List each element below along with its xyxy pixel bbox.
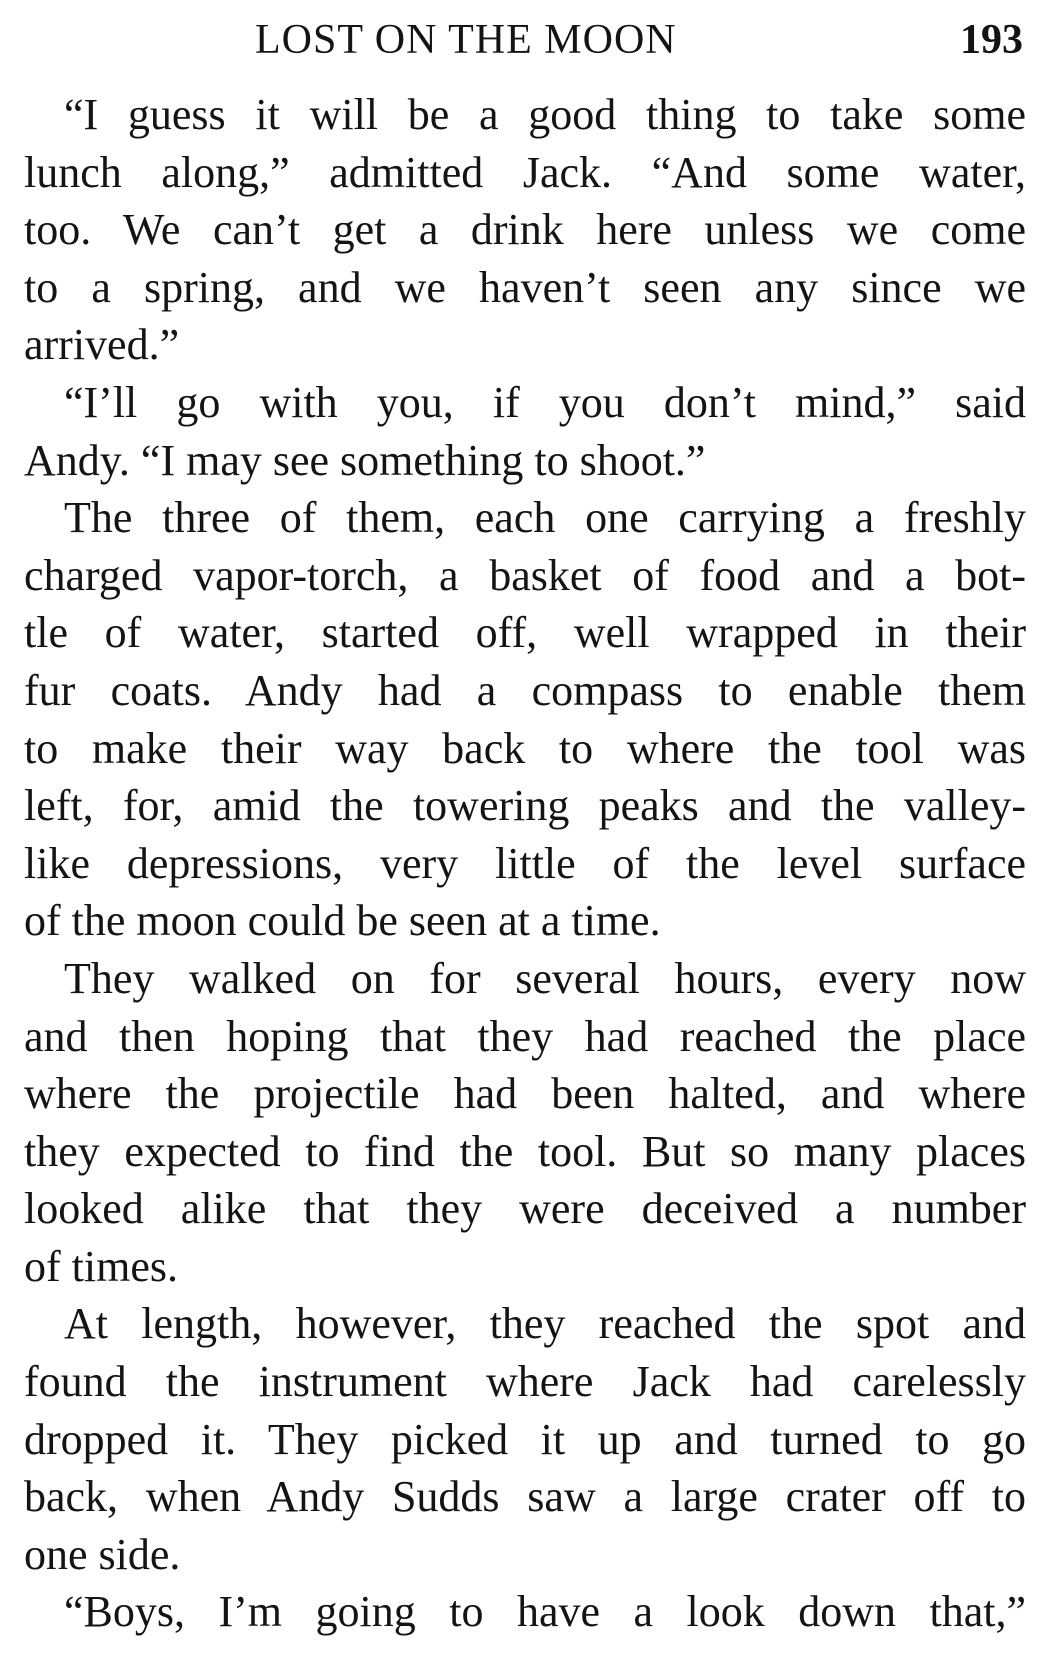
text-line: “I guess it will be a good thing to take some [64, 90, 1026, 139]
text-line: too. We can’t get a drink here unless we come [24, 205, 1026, 255]
text-line: one side. [24, 1529, 181, 1579]
text-line: to make their way back to where the tool was [24, 723, 1026, 773]
text-line: they expected to find the tool. But so many places [24, 1126, 1026, 1176]
page-header [0, 10, 1045, 70]
text-line: At length, however, they reached the spot and [64, 1299, 1026, 1349]
text-line: looked alike that they were deceived a number [24, 1184, 1026, 1234]
page-number: 193 [960, 17, 1023, 63]
text-line: The three of them, each one carrying a freshly [64, 493, 1026, 543]
body-text [24, 86, 1026, 1641]
text-line: fur coats. Andy had a compass to enable them [24, 665, 1026, 715]
text-line: found the instrument where Jack had carelessly [24, 1357, 1026, 1407]
text-line: lunch along,” admitted Jack. “And some water, [24, 147, 1026, 197]
text-line: where the projectile had been halted, and where [24, 1069, 1026, 1119]
text-line: like depressions, very little of the level surface [24, 838, 1026, 888]
text-line: and then hoping that they had reached the place [24, 1011, 1026, 1061]
text-line: “I’ll go with you, if you don’t mind,” said [64, 377, 1026, 427]
text-line: of the moon could be seen at a time. [24, 896, 661, 946]
text-line: left, for, amid the towering peaks and the valley- [24, 781, 1026, 831]
text-line: They walked on for several hours, every now [64, 953, 1026, 1003]
text-line: to a spring, and we haven’t seen any since we [24, 262, 1026, 312]
text-line: Andy. “I may see something to shoot.” [24, 435, 706, 485]
text-line: dropped it. They picked it up and turned to go [24, 1414, 1026, 1464]
text-line: “Boys, I’m going to have a look down that,” [64, 1587, 1026, 1637]
text-line: back, when Andy Sudds saw a large crater off to [24, 1472, 1026, 1522]
text-line: arrived.” [24, 320, 180, 370]
text-line: tle of water, started off, well wrapped in their [24, 608, 1026, 658]
text-line: of times. [24, 1241, 178, 1291]
text-line: charged vapor-torch, a basket of food and a bot- [24, 550, 1026, 600]
running-title: LOST ON THE MOON [255, 17, 677, 63]
